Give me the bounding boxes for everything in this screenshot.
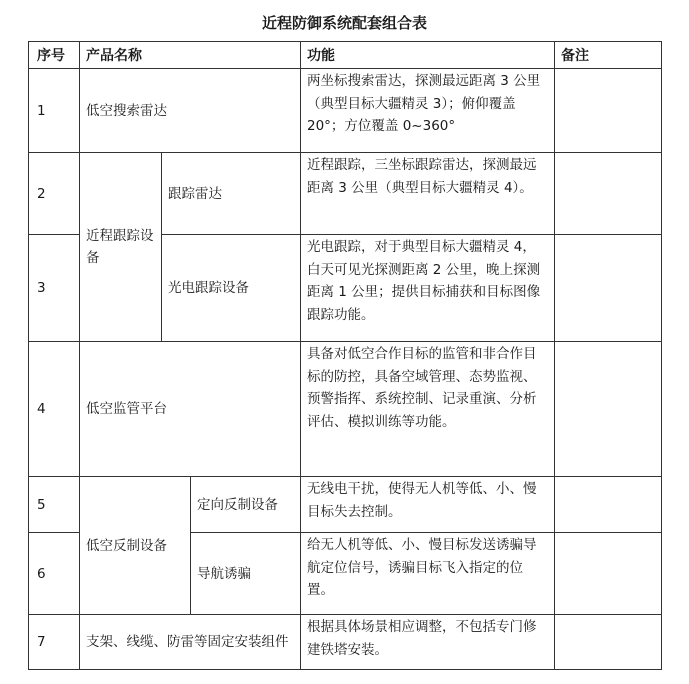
header-row <box>29 42 662 69</box>
table-row <box>29 615 662 670</box>
product-note <box>555 533 662 615</box>
product-note <box>555 477 662 533</box>
row-no: 2 <box>29 153 80 235</box>
row-no: 3 <box>29 235 80 342</box>
product-note <box>555 342 662 477</box>
product-function: 根据具体场景相应调整，不包括专门修建铁塔安装。 <box>301 615 555 670</box>
row-no: 1 <box>29 69 80 153</box>
product-note <box>555 235 662 342</box>
product-function: 给无人机等低、小、慢目标发送诱骗导航定位信号，诱骗目标飞入指定的位置。 <box>301 533 555 615</box>
product-name: 低空监管平台 <box>80 342 301 477</box>
row-no: 7 <box>29 615 80 670</box>
header-func: 功能 <box>301 42 555 69</box>
product-name: 定向反制设备 <box>191 477 301 533</box>
product-table <box>28 41 662 670</box>
product-function: 近程跟踪，三坐标跟踪雷达，探测最远距离 3 公里（典型目标大疆精灵 4）。 <box>301 153 555 235</box>
product-group: 低空反制设备 <box>80 477 191 615</box>
product-function: 无线电干扰，使得无人机等低、小、慢目标失去控制。 <box>301 477 555 533</box>
product-name: 跟踪雷达 <box>162 153 301 235</box>
table-row <box>29 477 662 533</box>
product-note <box>555 153 662 235</box>
product-note <box>555 69 662 153</box>
product-function: 光电跟踪，对于典型目标大疆精灵 4，白天可见光探测距离 2 公里，晚上探测距离 1 公里；提供目标捕获和目标图像跟踪功能。 <box>301 235 555 342</box>
row-no: 4 <box>29 342 80 477</box>
product-function: 具备对低空合作目标的监管和非合作目标的防控，具备空域管理、态势监视、预警指挥、系统控制、记录重演、分析评估、模拟训练等功能。 <box>301 342 555 477</box>
header-name: 产品名称 <box>80 42 301 69</box>
table-row <box>29 342 662 477</box>
product-name: 光电跟踪设备 <box>162 235 301 342</box>
row-no: 6 <box>29 533 80 615</box>
product-name: 低空搜索雷达 <box>80 69 301 153</box>
table-row <box>29 153 662 235</box>
header-note: 备注 <box>555 42 662 69</box>
product-note <box>555 615 662 670</box>
header-no: 序号 <box>29 42 80 69</box>
product-name: 导航诱骗 <box>191 533 301 615</box>
table-row <box>29 69 662 153</box>
table-title: 近程防御系统配套组合表 <box>261 14 427 32</box>
product-name: 支架、线缆、防雷等固定安装组件 <box>80 615 301 670</box>
product-group: 近程跟踪设备 <box>80 153 162 342</box>
product-function: 两坐标搜索雷达，探测最远距离 3 公里（典型目标大疆精灵 3）；俯仰覆盖 20°；方位覆盖 0~360° <box>301 69 555 153</box>
row-no: 5 <box>29 477 80 533</box>
